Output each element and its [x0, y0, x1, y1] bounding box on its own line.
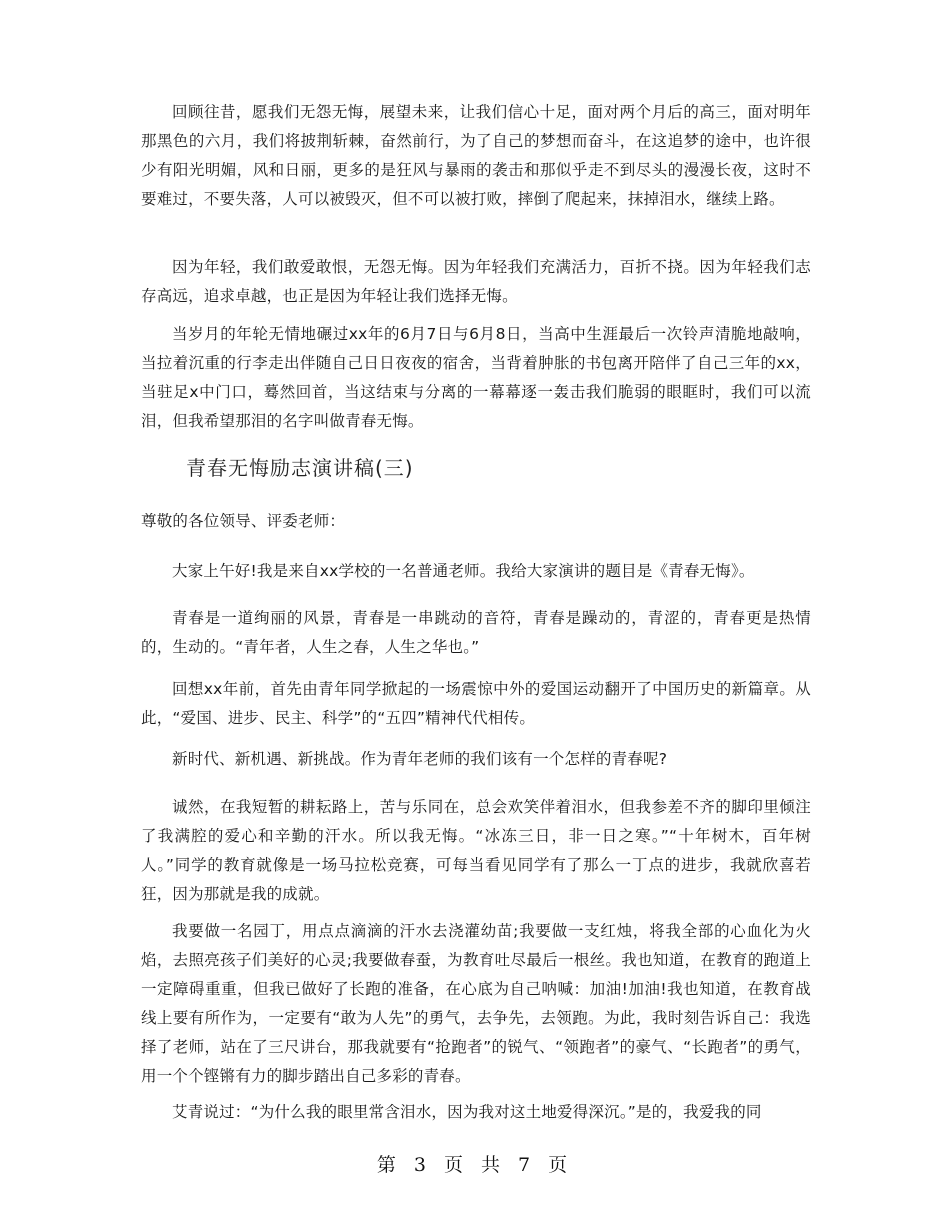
salutation: 尊敬的各位领导、评委老师： [141, 512, 346, 530]
section-title: 青春无悔励志演讲稿(三) [186, 456, 414, 480]
paragraph-look-back: 回顾往昔，愿我们无怨无悔，展望未来，让我们信心十足，面对两个月后的高三，面对明年那黑色的六月，我们将披荆斩棘，奋然前行，为了自己的梦想而奋斗，在这追梦的途中，也许很少有阳光明媚，风和日丽，更多的是狂风与暴雨的袭击和那似乎走不到尽头的漫漫长夜，这时不要难过，不要失落，人可以被毁灭，但不可以被打败，摔倒了爬起来，抹掉泪水，继续上路。 [141, 103, 811, 208]
paragraph-graduation: 当岁月的年轮无情地碾过xx年的6月7日与6月8日，当高中生涯最后一次铃声清脆地敲响，当拉着沉重的行李走出伴随自己日日夜夜的宿舍，当背着肿胀的书包离开陪伴了自己三年的xx，当驻足x中门口，蓦然回首，当这结束与分离的一幕幕逐一轰击我们脆弱的眼眶时，我们可以流泪，但我希望那泪的名字叫做青春无悔。 [141, 325, 811, 430]
paragraph-ai-qing: 艾青说过：“为什么我的眼里常含泪水，因为我对这土地爱得深沉。”是的，我爱我的同 [172, 1103, 762, 1121]
paragraph-new-era: 新时代、新机遇、新挑战。作为青年老师的我们该有一个怎样的青春呢? [172, 750, 668, 768]
paragraph-no-regret: 诚然，在我短暂的耕耘路上，苦与乐同在，总会欢笑伴着泪水，但我参差不齐的脚印里倾注了我满腔的爱心和辛勤的汗水。所以我无悔。“冰冻三日，非一日之寒。”“十年树木，百年树人。”同学的教育就像是一场马拉松竞赛，可每当看见同学有了那么一丁点的进步，我就欣喜若狂，因为那就是我的成就。 [141, 798, 811, 903]
page-footer: 第 3 页 共 7 页 [376, 1154, 574, 1176]
paragraph-gardener: 我要做一名园丁，用点点滴滴的汗水去浇灌幼苗;我要做一支红烛，将我全部的心血化为火焰，去照亮孩子们美好的心灵;我要做春蚕，为教育吐尽最后一根丝。我也知道，在教育的跑道上一定障碍重重，但我已做好了长跑的准备，在心底为自己呐喊：加油!加油!我也知道，在教育战线上要有所作为，一定要有“敢为人先”的勇气，去争先，去领跑。为此，我时刻告诉自己：我选择了老师，站在了三尺讲台，那我就要有“抢跑者”的锐气、“领跑者”的豪气、“长跑者”的勇气，用一个个铿锵有力的脚步踏出自己多彩的青春。 [141, 922, 811, 1085]
paragraph-may-fourth: 回想xx年前，首先由青年同学掀起的一场震惊中外的爱国运动翻开了中国历史的新篇章。从此，“爱国、进步、民主、科学”的“五四”精神代代相传。 [141, 680, 811, 727]
paragraph-youth-scenery: 青春是一道绚丽的风景，青春是一串跳动的音符，青春是躁动的，青涩的，青春更是热情的，生动的。“青年者，人生之春，人生之华也。” [141, 609, 811, 656]
paragraph-greeting: 大家上午好!我是来自xx学校的一名普通老师。我给大家演讲的题目是《青春无悔》。 [172, 562, 755, 580]
paragraph-because-young: 因为年轻，我们敢爱敢恨，无怨无悔。因为年轻我们充满活力，百折不挠。因为年轻我们志存高远，追求卓越，也正是因为年轻让我们选择无悔。 [141, 258, 811, 305]
